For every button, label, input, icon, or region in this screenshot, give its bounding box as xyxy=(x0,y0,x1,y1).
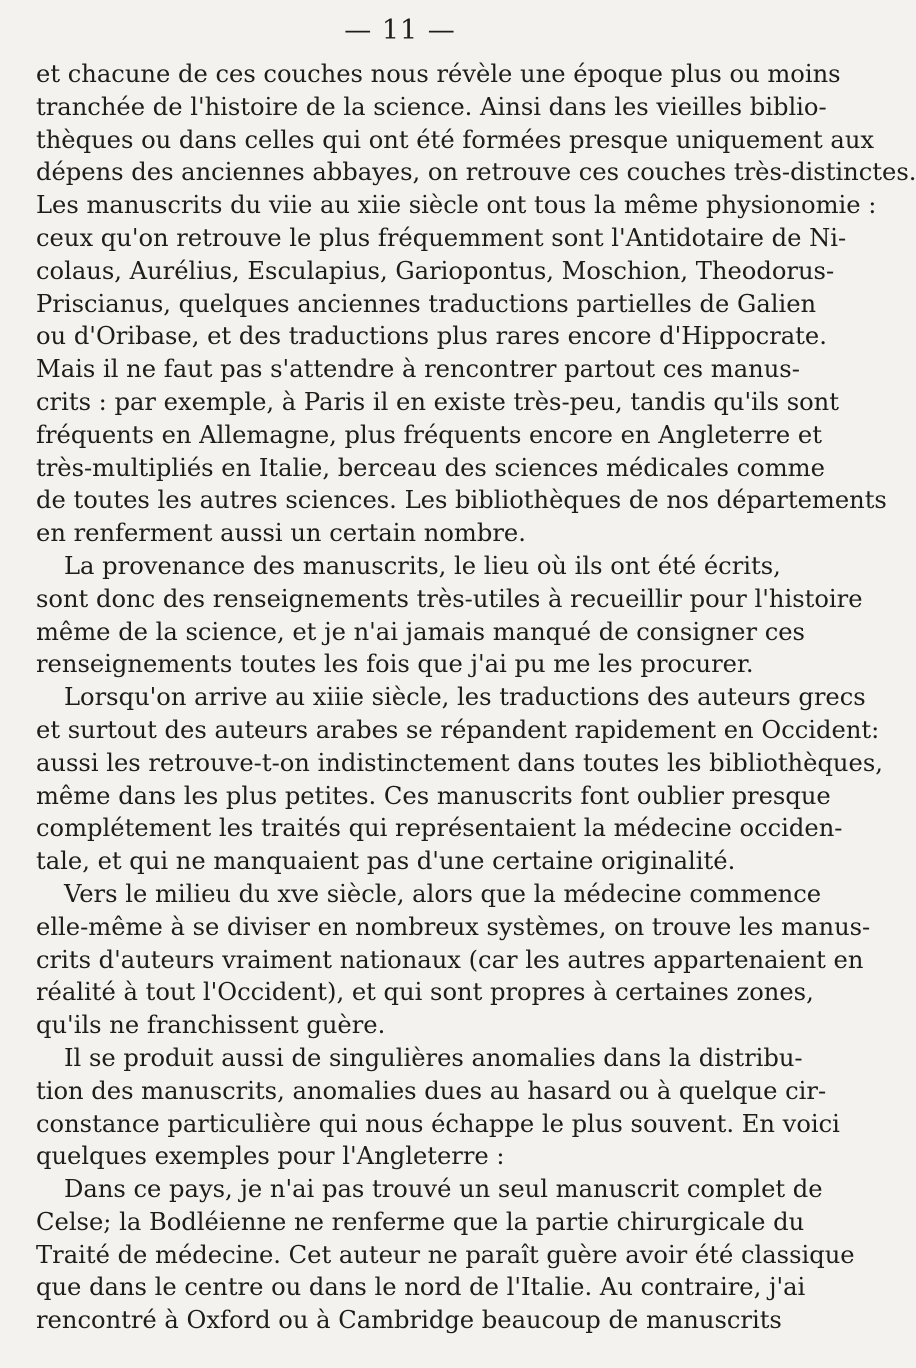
text-line: rencontré à Oxford ou à Cambridge beaucoup de manuscrits xyxy=(36,1306,782,1335)
text-line: quelques exemples pour l'Angleterre : xyxy=(36,1142,505,1171)
text-line: colaus, Aurélius, Esculapius, Gariopontus, Moschion, Theodorus- xyxy=(36,256,835,285)
text-line: ou d'Oribase, et des traductions plus rares encore d'Hippocrate. xyxy=(36,322,827,351)
text-line: La provenance des manuscrits, le lieu où ils ont été écrits, xyxy=(64,551,781,580)
body-text xyxy=(36,58,916,1337)
text-line: crits : par exemple, à Paris il en existe très-peu, tandis qu'ils sont xyxy=(36,387,839,416)
text-line: constance particulière qui nous échappe le plus souvent. En voici xyxy=(36,1109,840,1138)
text-line: tion des manuscrits, anomalies dues au hasard ou à quelque cir- xyxy=(36,1076,827,1105)
text-line: Il se produit aussi de singulières anomalies dans la distribu- xyxy=(64,1043,803,1072)
text-line: sont donc des renseignements très-utiles à recueillir pour l'histoire xyxy=(36,584,863,613)
text-line: Priscianus, quelques anciennes traductions partielles de Galien xyxy=(36,289,817,318)
text-line: qu'ils ne franchissent guère. xyxy=(36,1011,386,1040)
text-line: elle-même à se diviser en nombreux systèmes, on trouve les manus- xyxy=(36,912,871,941)
text-line: aussi les retrouve-t-on indistinctement dans toutes les bibliothèques, xyxy=(36,748,883,777)
text-line: même de la science, et je n'ai jamais manqué de consigner ces xyxy=(36,617,805,646)
text-line: tale, et qui ne manquaient pas d'une certaine originalité. xyxy=(36,847,736,876)
text-line: Vers le milieu du xve siècle, alors que la médecine commence xyxy=(64,879,822,908)
text-line: de toutes les autres sciences. Les bibliothèques de nos départements xyxy=(36,486,887,515)
text-line: ceux qu'on retrouve le plus fréquemment sont l'Antidotaire de Ni- xyxy=(36,223,847,252)
text-line: thèques ou dans celles qui ont été formées presque uniquement aux xyxy=(36,125,875,154)
text-line: et surtout des auteurs arabes se répandent rapidement en Occident: xyxy=(36,715,880,744)
text-line: Dans ce pays, je n'ai pas trouvé un seul manuscrit complet de xyxy=(64,1175,823,1204)
text-line: dépens des anciennes abbayes, on retrouve ces couches très-distinctes. xyxy=(36,158,916,187)
text-line: tranchée de l'histoire de la science. Ainsi dans les vieilles biblio- xyxy=(36,92,827,121)
page-number-header: — 11 — xyxy=(344,15,456,46)
text-line: fréquents en Allemagne, plus fréquents encore en Angleterre et xyxy=(36,420,822,449)
text-line: crits d'auteurs vraiment nationaux (car les autres appartenaient en xyxy=(36,945,864,974)
text-line: Les manuscrits du viie au xiie siècle ont tous la même physionomie : xyxy=(36,191,877,220)
text-line: que dans le centre ou dans le nord de l'Italie. Au contraire, j'ai xyxy=(36,1273,806,1302)
text-line: complétement les traités qui représentaient la médecine occiden- xyxy=(36,814,843,843)
text-line: Mais il ne faut pas s'attendre à rencontrer partout ces manus- xyxy=(36,355,800,384)
text-line: réalité à tout l'Occident), et qui sont propres à certaines zones, xyxy=(36,978,814,1007)
text-line: même dans les plus petites. Ces manuscrits font oublier presque xyxy=(36,781,831,810)
text-line: très-multipliés en Italie, berceau des sciences médicales comme xyxy=(36,453,825,482)
text-line: renseignements toutes les fois que j'ai pu me les procurer. xyxy=(36,650,754,679)
text-line: Celse; la Bodléienne ne renferme que la partie chirurgicale du xyxy=(36,1207,805,1236)
text-line: Lorsqu'on arrive au xiiie siècle, les traductions des auteurs grecs xyxy=(64,683,866,712)
text-line: et chacune de ces couches nous révèle une époque plus ou moins xyxy=(36,60,841,88)
text-line: Traité de médecine. Cet auteur ne paraît guère avoir été classique xyxy=(36,1240,855,1269)
text-line: en renferment aussi un certain nombre. xyxy=(36,519,526,548)
